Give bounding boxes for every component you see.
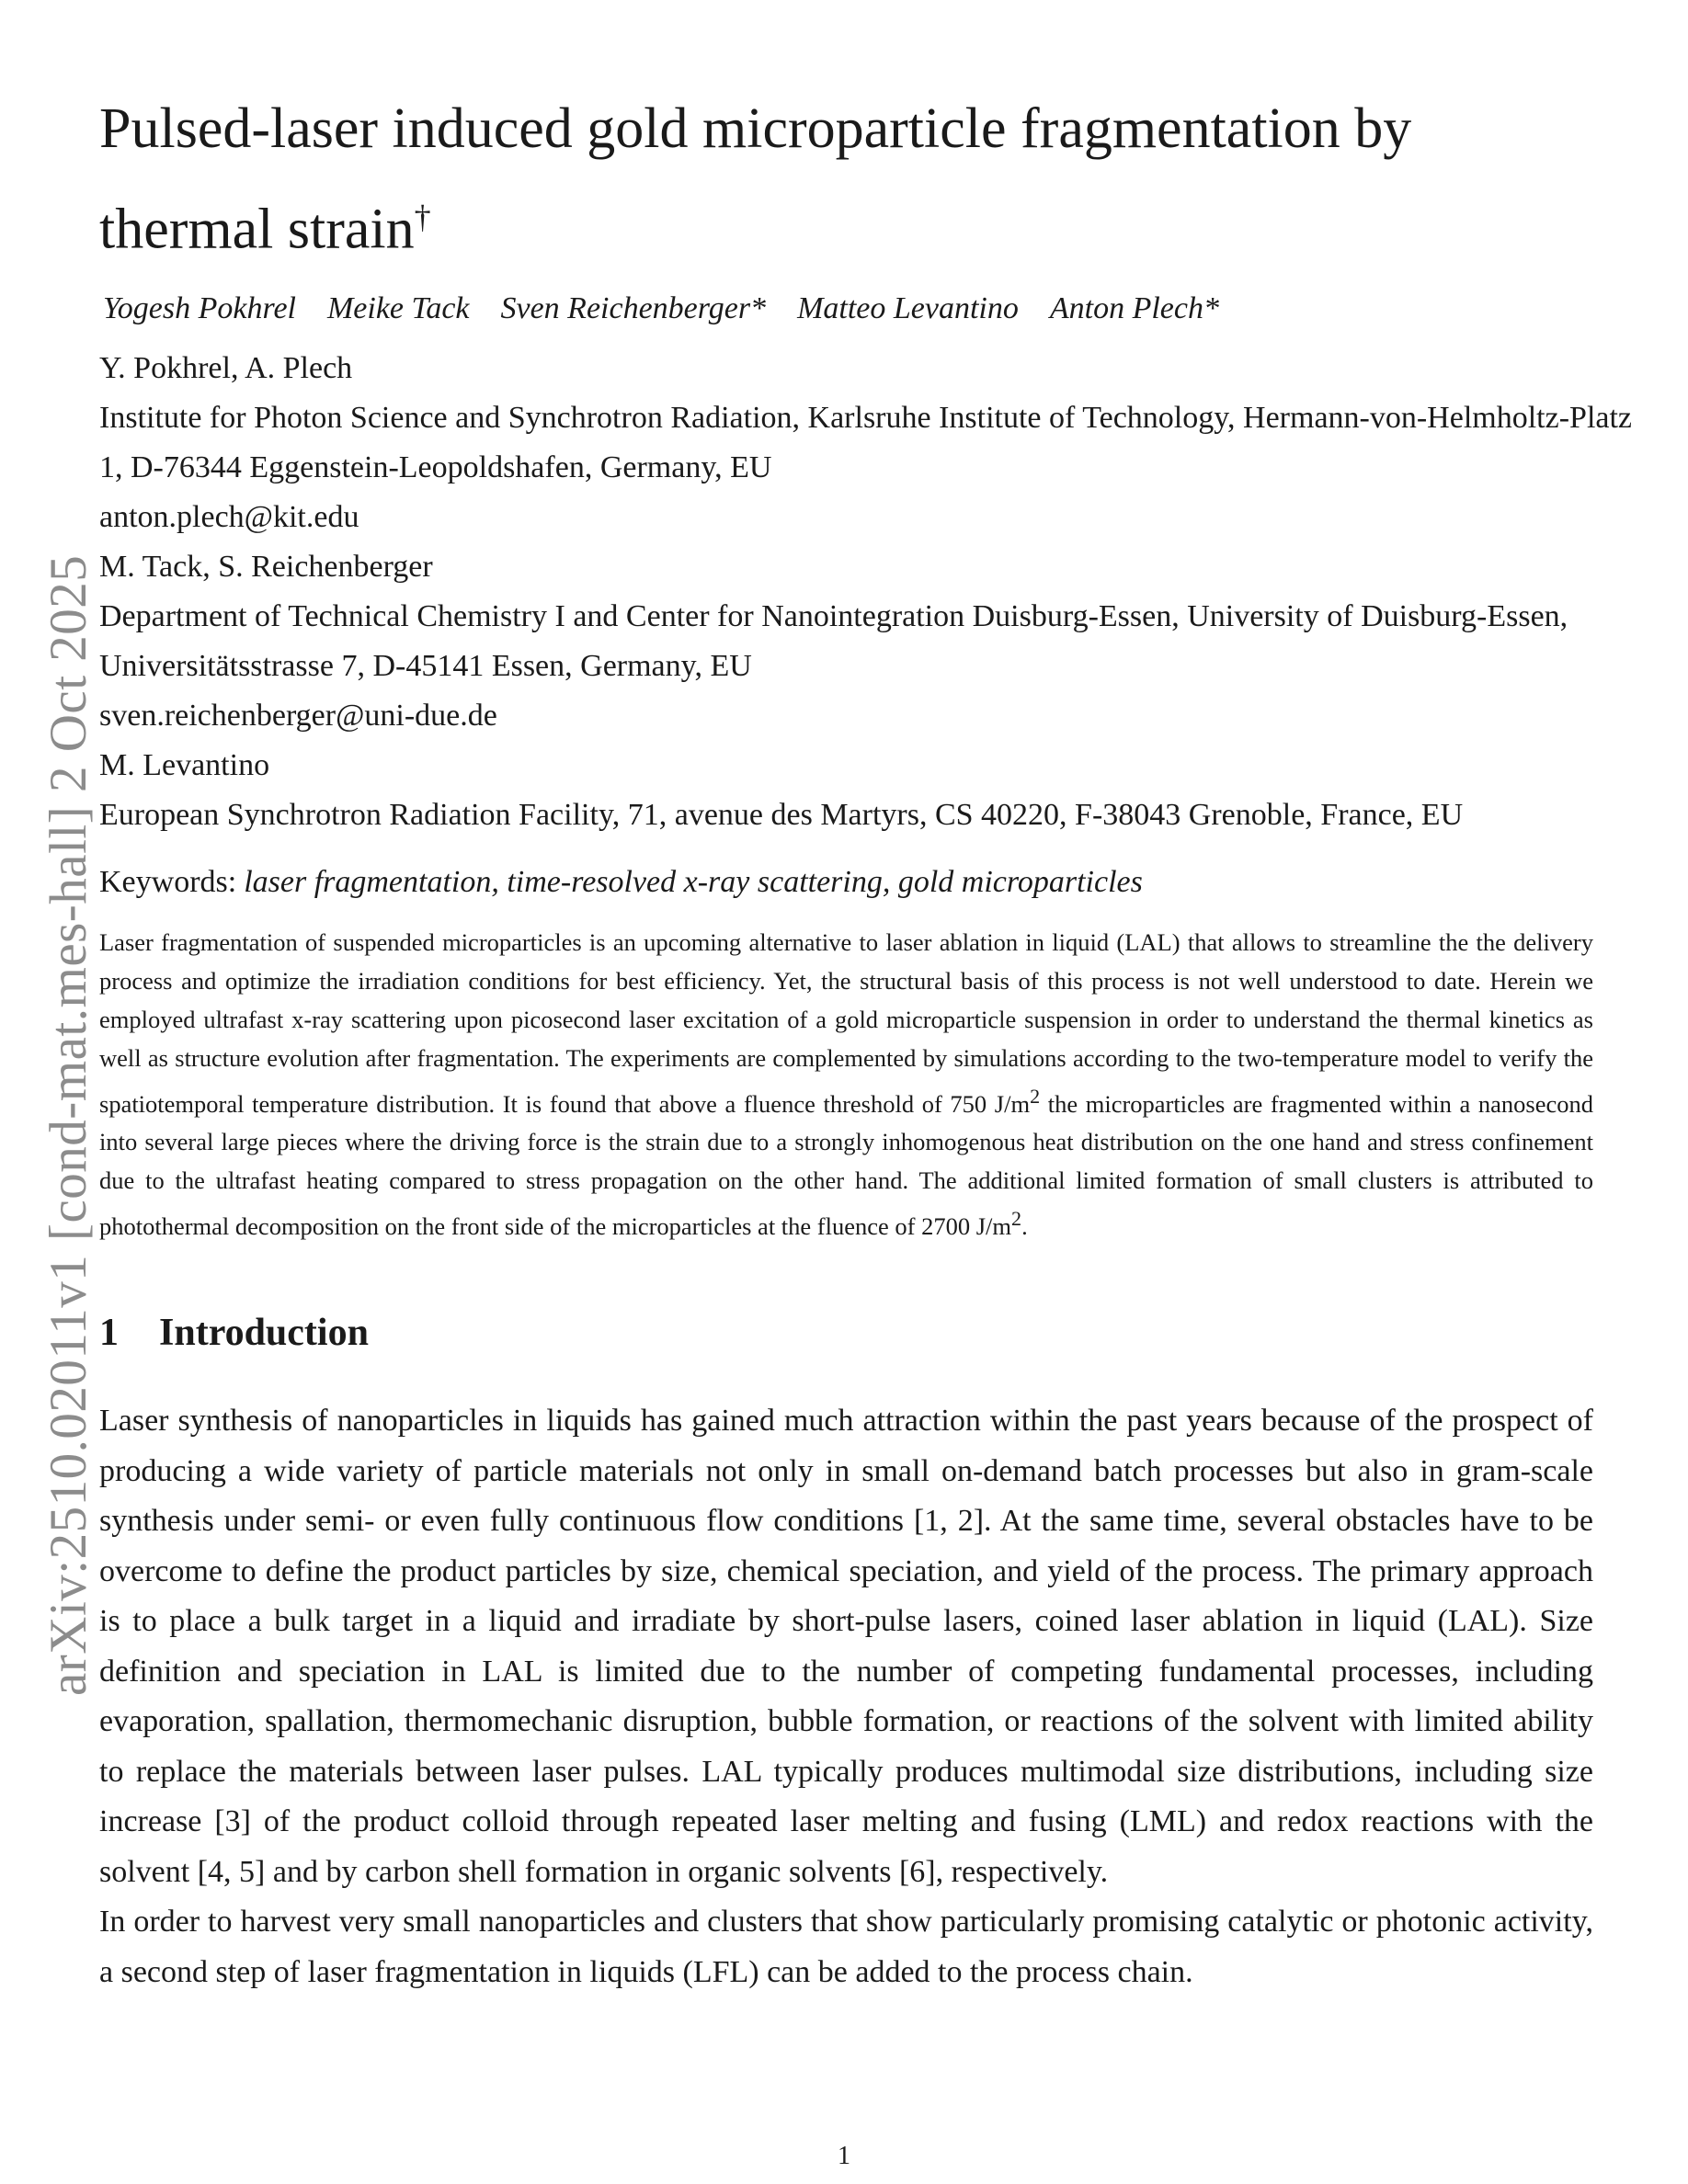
author: Matteo Levantino xyxy=(797,290,1019,325)
title-text: Pulsed-laser induced gold microparticle fragmentation by thermal strain xyxy=(99,97,1412,261)
email-link[interactable]: anton.plech@kit.edu xyxy=(99,499,359,534)
abstract-exponent: 2 xyxy=(1011,1207,1022,1231)
keywords xyxy=(99,864,1653,901)
author: Sven Reichenberger* xyxy=(500,290,767,325)
arxiv-stamp[interactable]: arXiv:2510.02011v1 [cond-mat.mes-hall] 2 Oct 2025 xyxy=(40,554,97,1696)
paper-title xyxy=(99,85,1570,274)
abstract-text: . xyxy=(1021,1212,1028,1241)
author: Meike Tack xyxy=(326,290,470,325)
email-link[interactable]: sven.reichenberger@uni-due.de xyxy=(99,698,497,733)
affiliation-names: M. Tack, S. Reichenberger xyxy=(99,549,433,584)
introduction-body xyxy=(99,1396,1593,1997)
keywords-label: Keywords: xyxy=(99,864,237,899)
abstract-text: Laser fragmentation of suspended microparticles is an upcoming alternative to laser ablation in liquid (LAL) that allows to streamline the the delivery process and optimize the irradiation conditions for best efficiency. Yet, the structural basis of this process is not well understood to date. Herein we employed ultrafast x-ray scattering upon picosecond laser excitation of a gold microparticle suspension in order to understand the thermal kinetics as well as structure evolution after fragmentation. The experiments are complemented by simulations according to the two-temperature model to verify the spatiotemporal temperature distribution. It is found that above a fluence threshold of 750 J/m xyxy=(99,927,1593,1118)
page-content xyxy=(99,85,1653,1997)
affiliations xyxy=(99,344,1653,840)
author-list xyxy=(99,290,1653,327)
affiliation-address: European Synchrotron Radiation Facility, 71, avenue des Martyrs, CS 40220, F-38043 Grenoble, France, EU xyxy=(99,797,1464,832)
affiliation-address: Institute for Photon Science and Synchrotron Radiation, Karlsruhe Institute of Technology, Hermann-von-Helmholtz-Platz 1, D-76344 Eggenstein-Leopoldshafen, Germany, EU xyxy=(99,400,1633,484)
page-number: 1 xyxy=(838,2142,850,2170)
abstract-exponent: 2 xyxy=(1030,1084,1041,1108)
section-number: 1 xyxy=(99,1312,119,1355)
author: Anton Plech* xyxy=(1049,290,1219,325)
affiliation-address: Department of Technical Chemistry I and Center for Nanointegration Duisburg-Essen, University of Duisburg-Essen, Universitätsstrasse 7, D-45141 Essen, Germany, EU xyxy=(99,598,1568,683)
paragraph: In order to harvest very small nanoparticles and clusters that show particularly promising catalytic or photonic activity, a second step of laser fragmentation in liquids (LFL) can be added to the process chain. xyxy=(99,1905,1593,1989)
keywords-list: laser fragmentation, time-resolved x-ray scattering, gold microparticles xyxy=(244,864,1143,899)
section-title: Introduction xyxy=(159,1312,369,1355)
author: Yogesh Pokhrel xyxy=(103,290,296,325)
affiliation-names: M. Levantino xyxy=(99,747,270,782)
affiliation-names: Y. Pokhrel, A. Plech xyxy=(99,350,353,385)
section-heading xyxy=(99,1310,1653,1356)
title-footnote-mark[interactable]: † xyxy=(414,199,431,235)
paragraph: Laser synthesis of nanoparticles in liquids has gained much attraction within the past years because of the prospect of producing a wide variety of particle materials not only in small on-demand batch processes but also in gram-scale synthesis under semi- or even fully continuous flow conditions [1, 2]. At the same time, several obstacles have to be overcome to define the product particles by size, chemical speciation, and yield of the process. The primary approach is to place a bulk target in a liquid and irradiate by short-pulse lasers, coined laser ablation in liquid (LAL). Size definition and speciation in LAL is limited due to the number of competing fundamental processes, including evaporation, spallation, thermomechanic disruption, bubble formation, or reactions of the solvent with limited ability to replace the materials between laser pulses. LAL typically produces multimodal size distributions, including size increase [3] of the product colloid through repeated laser melting and fusing (LML) and redox reactions with the solvent [4, 5] and by carbon shell formation in organic solvents [6], respectively. xyxy=(99,1404,1593,1889)
abstract-text: the microparticles are fragmented within a nanosecond into several large pieces where the driving force is the strain due to a strongly inhomogenous heat distribution on the one hand and stress confinement due to the ultrafast heating compared to stress propagation on the other hand. The additional limited formation of small clusters is attributed to photothermal decomposition on the front side of the microparticles at the fluence of 2700 J/m xyxy=(99,1089,1593,1241)
abstract xyxy=(99,923,1593,1246)
